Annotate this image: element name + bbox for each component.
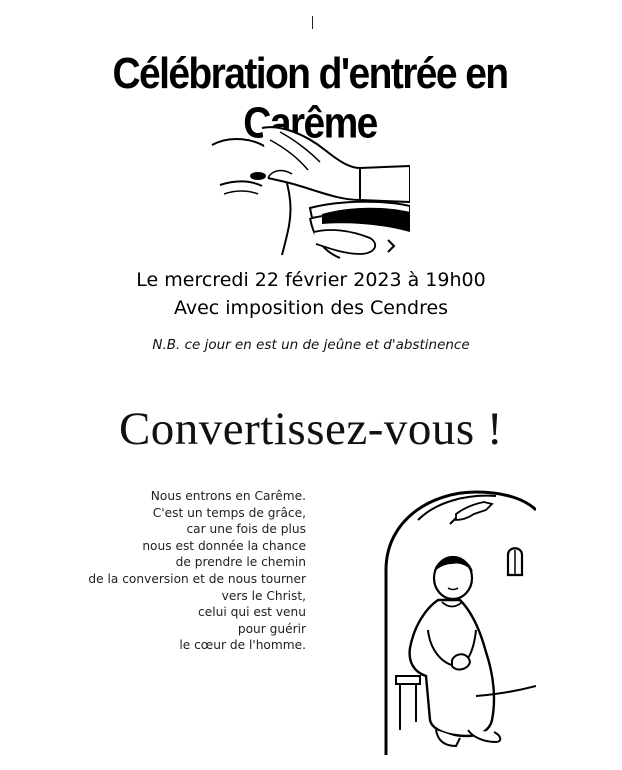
verse-line: Nous entrons en Carême. — [150, 489, 306, 503]
verse-line: vers le Christ, — [221, 588, 306, 603]
verse-line: de la conversion et de nous tourner — [88, 571, 306, 586]
verse-text — [60, 488, 306, 654]
ashes-imposition-icon — [210, 120, 410, 260]
verse-line: car une fois de plus — [186, 522, 306, 537]
verse-line: pour guérir — [237, 621, 306, 636]
verse-line: le cœur de l'homme. — [179, 638, 306, 653]
verse-line: de prendre le chemin — [175, 555, 306, 570]
verse-line: nous est donnée la chance — [142, 538, 306, 553]
verse-line: C'est un temps de grâce, — [152, 505, 306, 520]
text-cursor-mark — [312, 16, 313, 29]
praying-figure-icon — [356, 480, 536, 755]
verse-line: celui qui est venu — [198, 605, 306, 620]
fasting-note: N.B. ce jour en est un de jeûne et d'abstinence — [152, 337, 470, 353]
headline: Convertissez-vous ! — [118, 403, 504, 455]
event-date: Le mercredi 22 février 2023 à 19h00 — [136, 269, 486, 291]
page-title: Célébration d'entrée en Carême — [112, 50, 508, 148]
event-subtitle: Avec imposition des Cendres — [173, 297, 449, 319]
